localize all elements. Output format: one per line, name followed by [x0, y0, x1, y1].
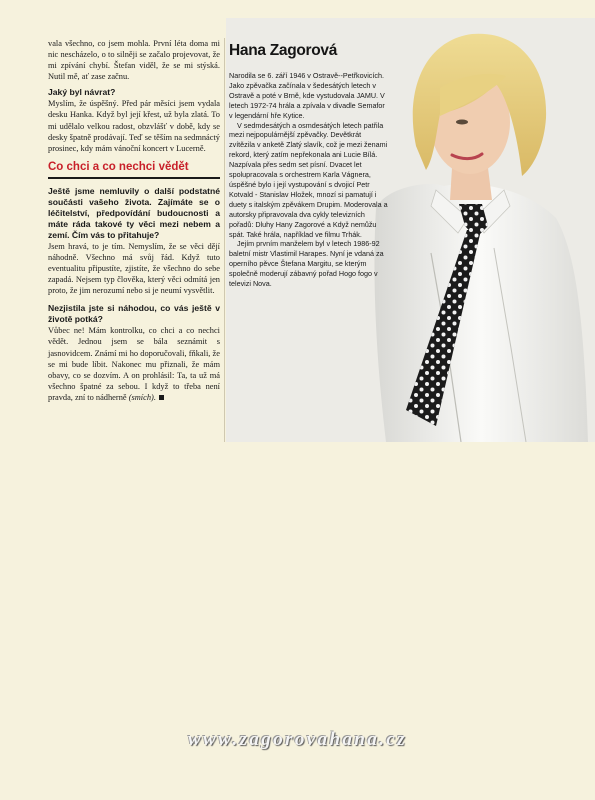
section-heading: Co chci a co nechci vědět — [48, 160, 220, 179]
article-paragraph: vala všechno, co jsem mohla. První léta doma mi nic nescházelo, o to silněji se začalo projevovat, že mi zpívání chybí. Štefan viděl, že se mi stýská. Nutil mě, ať zase začnu. — [48, 39, 220, 82]
bio-paragraph: Jejím prvním manželem byl v letech 1986-92 baletní mistr Vlastimil Harapes. Nyní je vdaná za operního pěvce Štefana Margitu, se kterým společně moderují zábavný pořad Hogo fogo v televizi Nova. — [229, 239, 384, 289]
article-column — [48, 38, 220, 403]
bio-paragraph: V sedmdesátých a osmdesátých letech patřila mezi nejpopulárnější zpěvačky. Devětkrát zvítězila v anketě Zlatý slavík, což je mezi ženami rekord, který zatím nepřekonala ani Lucie Bílá. Nazpívala přes sedm set písní. Dvacet let spolupracovala s orchestrem Karla Vágnera, úspěšné bylo i její vystupování s dvojicí Petr Kotvald - Stanislav Hložek, mnozí si pamatují i duety s italským zpěvákem Drupim. Moderovala a autorsky připravovala dva cykly televizních pořadů: Dluhy Hany Zagorové a Když nemůžu spát. Také hrála, například ve filmu Trhák. — [229, 120, 388, 239]
column-divider — [224, 38, 225, 442]
interview-answer: Jsem hravá, to je tím. Nemyslím, že se věci dějí náhodně. Všechno má svůj řád. Když tuto eventualitu připustíte, zjistíte, že všechno do sebe zapadá. Nejsem typ člověka, který věci odmítá jen proto, že jim nerozumí nebo si je neumí vysvětlit. — [48, 241, 220, 296]
interview-question: Jaký byl návrat? — [48, 87, 116, 98]
interview-answer — [48, 325, 220, 403]
interview-answer: Myslím, že úspěšný. Před pár měsíci jsem vydala desku Hanka. Když byl její křest, už byla zlatá. To mi udělalo velkou radost, obzvlášť v době, kdy se desky špatně prodávají. Teď se těším na sedmnáctý prosinec, kdy mám vánoční koncert v Lucerně. — [48, 99, 220, 153]
biography-box — [229, 71, 389, 289]
answer-text: Vůbec ne! Mám kontrolku, co chci a co nechci vědět. Jednou jsem se bála seznámit s jasnovidcem. Známí mi ho doporučovali, fňkali, že se mi bude líbit. Nakonec mu přiznali, že mám obavy, co se dozvím. A on prohlásil: Ta, ta už má všechno špatné za sebou. I když to třeba není pravda, zní to nádherně — [48, 326, 220, 402]
interview-question: Nezjistila jste si náhodou, co vás ještě v životě potká? — [48, 303, 220, 325]
bio-paragraph: Narodila se 6. září 1946 v Ostravě--Petřkovicích. Jako zpěvačka začínala v šedesátých letech v Ostravě a poté v Brně, kde vystudovala JAMU. V letech 1972-74 hrála a zpívala v divadle Semafor v legendární hře Kytice. — [229, 71, 385, 120]
end-of-article-mark — [159, 395, 164, 400]
website-watermark: www.zagorovahana.cz — [187, 729, 408, 750]
interview-question: Ještě jsme nemluvily o další podstatné součásti vašeho života. Zajímáte se o léčitelství, předpovídání budoucnosti a máte ráda takové ty věci mezi nebem a zemí. Čím vás to přitahuje? — [48, 185, 220, 240]
bio-title: Hana Zagorová — [229, 42, 338, 59]
laugh-note: (smích). — [128, 392, 156, 402]
